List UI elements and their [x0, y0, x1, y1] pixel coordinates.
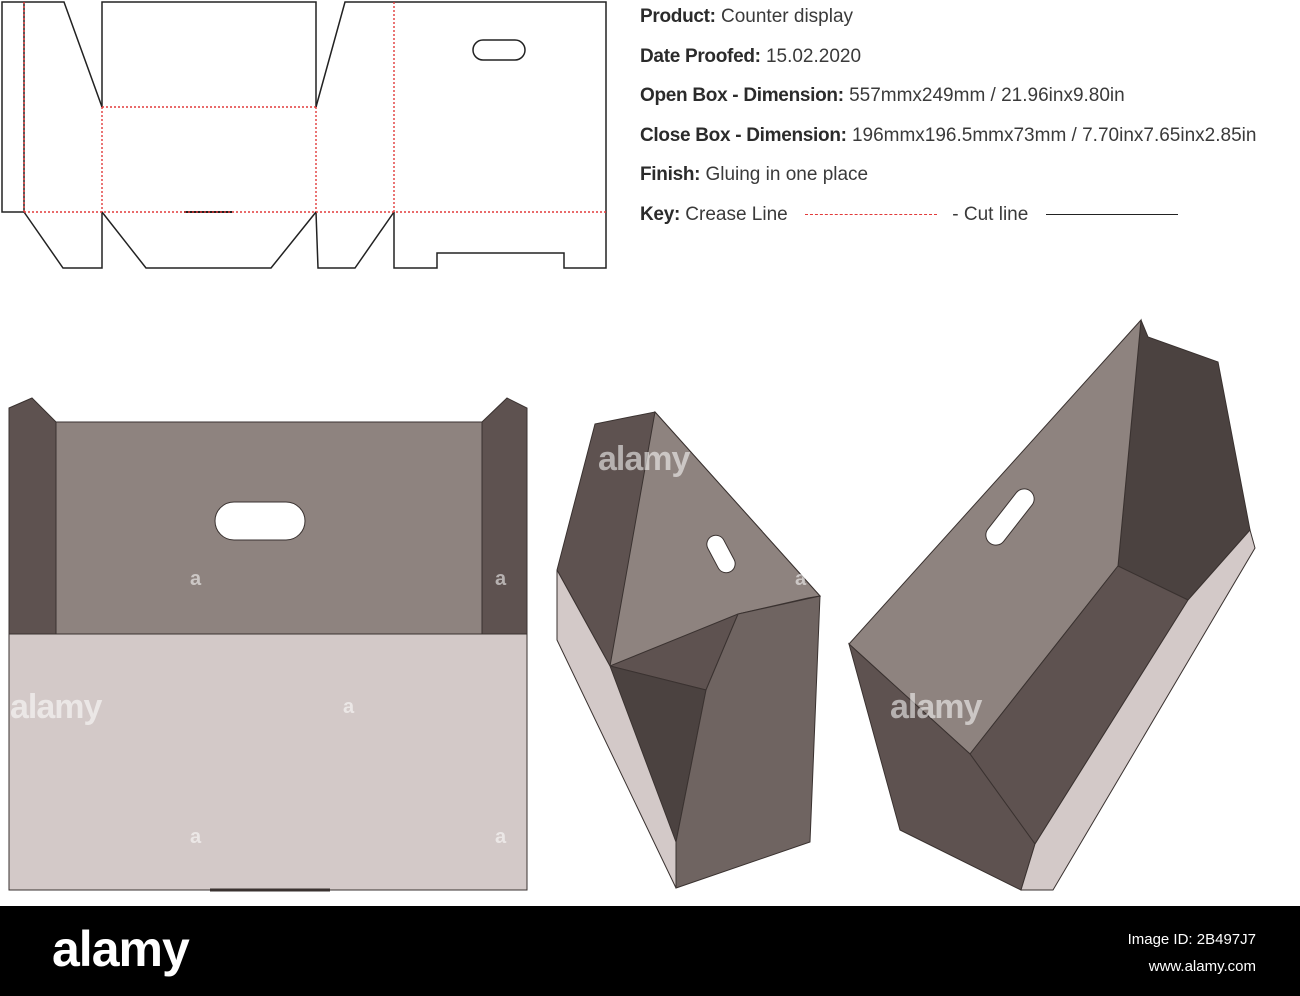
brand-logo: alamy [52, 921, 189, 977]
watermark-3: alamy [890, 688, 982, 726]
spec-product: Product: Counter display [640, 6, 854, 27]
box1-handle-hole [215, 502, 305, 540]
spec-date: Date Proofed: 15.02.2020 [640, 45, 862, 67]
image-id: Image ID: 2B497J7 [1127, 931, 1256, 948]
watermark-a-2: a [495, 568, 507, 590]
watermark-a-6: a [495, 826, 507, 848]
spec-open-box: Open Box - Dimension: 557mmx249mm / 21.96inx9.80in [640, 85, 1125, 107]
spec-key: Key: Crease Line - Cut line [640, 200, 1300, 240]
watermark-2: alamy [10, 688, 102, 726]
box-angled-view [557, 412, 820, 888]
watermark-a-4: a [343, 696, 355, 718]
footer-bar [0, 906, 1300, 996]
box1-left-flap [9, 398, 56, 634]
site-url: www.alamy.com [1148, 958, 1256, 975]
box-front-view [9, 398, 527, 890]
watermark-a-5: a [190, 826, 202, 848]
watermark-1: alamy [598, 440, 690, 478]
spec-finish: Finish: Gluing in one place [640, 164, 869, 186]
watermark-a-1: a [190, 568, 202, 590]
box1-front-panel [9, 634, 527, 890]
box-tilted-view [849, 320, 1255, 890]
watermark-a-3: a [795, 568, 807, 590]
spec-close-box: Close Box - Dimension: 196mmx196.5mmx73mm / 7.70inx7.65inx2.85in [640, 124, 1257, 146]
box1-right-flap [482, 398, 527, 634]
watermark-a-7: a [1100, 826, 1112, 848]
